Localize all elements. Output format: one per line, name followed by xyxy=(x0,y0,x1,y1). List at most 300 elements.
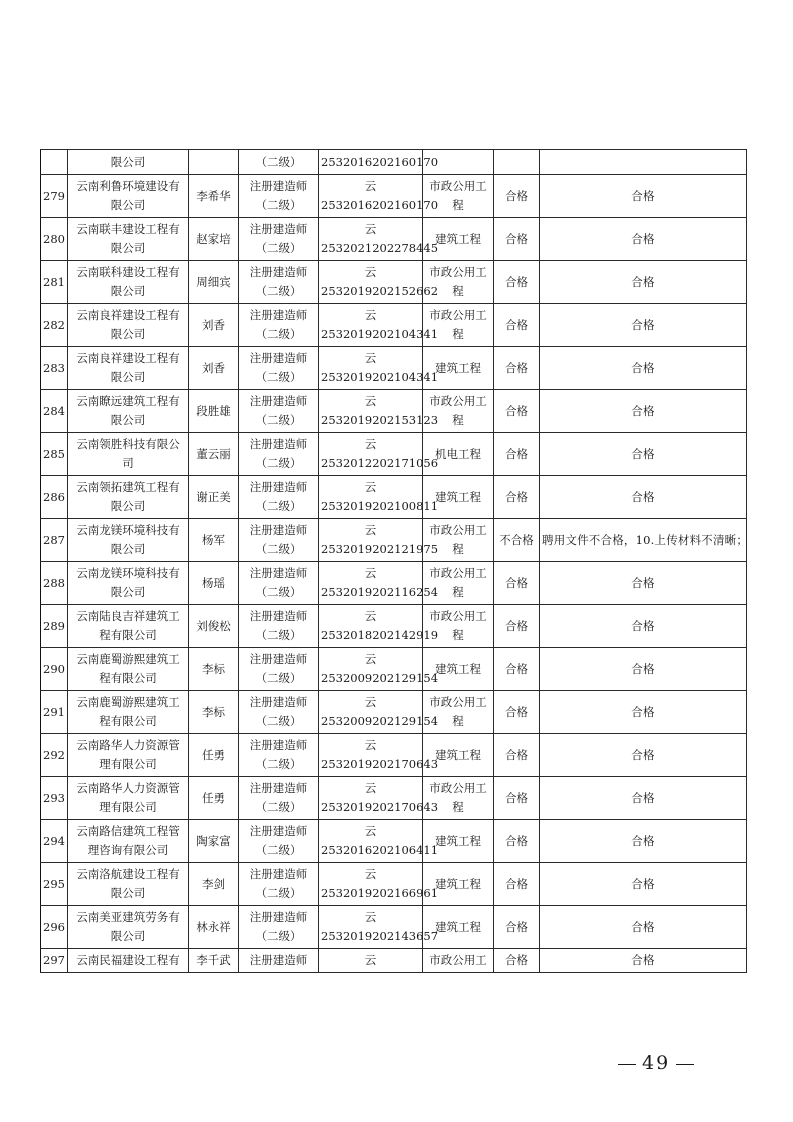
table-row xyxy=(41,777,747,820)
cell-major-line-1: 建筑工程 xyxy=(435,360,481,375)
cell-name xyxy=(189,150,239,175)
cell-company xyxy=(68,949,189,973)
cell-result xyxy=(494,562,540,605)
cell-reg xyxy=(319,390,439,433)
cell-name xyxy=(189,691,239,734)
cell-reg-line-2: 2532021202278445 xyxy=(321,241,439,255)
cell-reg-line-1: 云 xyxy=(364,308,377,322)
cell-result-line-1: 合格 xyxy=(505,446,528,461)
cell-remark xyxy=(540,820,747,863)
cell-name xyxy=(189,433,239,476)
cell-company-line-1: 云南联科建设工程有 xyxy=(76,265,180,279)
cell-name-line-1: 杨瑶 xyxy=(202,575,225,590)
cell-no-line-1: 287 xyxy=(43,532,65,547)
cell-company xyxy=(68,562,189,605)
dash-right xyxy=(676,1064,694,1065)
cell-major-line-1: 建筑工程 xyxy=(435,919,481,934)
cell-major-line-1: 市政公用工 xyxy=(429,781,487,795)
cell-reg-line-1: 云 xyxy=(364,480,377,494)
cell-no-line-1: 288 xyxy=(43,575,65,590)
cell-cert xyxy=(239,562,319,605)
cell-result-line-1: 合格 xyxy=(505,489,528,504)
cell-major-line-1: 市政公用工 xyxy=(429,566,487,580)
cell-reg-line-2: 2532019202143657 xyxy=(321,929,439,943)
cell-result xyxy=(494,648,540,691)
cell-major-line-1: 建筑工程 xyxy=(435,231,481,246)
cell-reg-line-1: 云 xyxy=(364,222,377,236)
cell-reg xyxy=(319,734,439,777)
cell-company xyxy=(68,347,189,390)
cell-reg xyxy=(319,476,439,519)
cell-company-line-2: 司 xyxy=(122,456,134,470)
table-row xyxy=(41,820,747,863)
cell-no-line-1: 297 xyxy=(43,953,65,967)
table-row-continued xyxy=(41,150,747,175)
cell-major-line-2: 程 xyxy=(452,800,464,814)
cell-reg xyxy=(319,648,439,691)
cell-cert xyxy=(239,218,319,261)
cell-cert-line-1: 注册建造师 xyxy=(249,179,308,193)
cell-name-line-1: 李希华 xyxy=(196,188,231,203)
cell-no-line-1: 292 xyxy=(43,747,65,762)
cell-company xyxy=(68,261,189,304)
cell-major-line-1: 建筑工程 xyxy=(435,747,481,762)
cell-remark-line-1: 合格 xyxy=(631,876,655,891)
cell-company-line-1: 云南良祥建设工程有 xyxy=(76,308,180,322)
cell-remark-line-1: 合格 xyxy=(631,747,655,762)
cell-cert-line-1: 注册建造师 xyxy=(249,652,308,666)
cell-no xyxy=(41,304,68,347)
cell-no-line-1: 291 xyxy=(43,704,65,719)
cell-company xyxy=(68,433,189,476)
cell-company: 限公司 xyxy=(68,150,189,175)
cell-major-line-1: 建筑工程 xyxy=(435,489,481,504)
cell-reg xyxy=(319,820,439,863)
cell-result-line-1: 合格 xyxy=(505,876,528,891)
cell-no xyxy=(41,777,68,820)
cell-company-line-2: 限公司 xyxy=(110,370,146,384)
cell-remark xyxy=(540,777,747,820)
cell-cert xyxy=(239,433,319,476)
cell-remark xyxy=(540,648,747,691)
cell-cert-line-1: 注册建造师 xyxy=(249,867,308,881)
cell-no xyxy=(41,261,68,304)
cell-reg-line-1: 云 xyxy=(364,566,377,580)
cell-no-line-1: 289 xyxy=(43,618,65,633)
cell-name-line-1: 林永祥 xyxy=(196,919,231,934)
cell-name xyxy=(189,390,239,433)
cell-remark xyxy=(540,734,747,777)
cell-name xyxy=(189,906,239,949)
cell-name xyxy=(189,863,239,906)
cell-cert-line-2: （二级） xyxy=(255,886,302,900)
cell-company-line-1: 云南联丰建设工程有 xyxy=(76,222,180,236)
cell-reg xyxy=(319,605,439,648)
cell-company-line-1: 云南美亚建筑劳务有 xyxy=(76,910,180,924)
cell-remark xyxy=(540,691,747,734)
cell-name-line-1: 谢正美 xyxy=(196,489,231,504)
cell-reg xyxy=(319,433,439,476)
cell-reg-line-2: 2532019202152662 xyxy=(321,284,439,298)
cell-company xyxy=(68,175,189,218)
cell-cert-line-2: （二级） xyxy=(255,370,302,384)
cell-result xyxy=(494,175,540,218)
cell-remark-line-1: 合格 xyxy=(631,790,655,805)
table-row xyxy=(41,433,747,476)
cell-cert-line-2: （二级） xyxy=(255,499,302,513)
cell-name-line-1: 董云丽 xyxy=(196,446,231,461)
cell-no-line-1: 285 xyxy=(43,446,65,461)
cell-no-line-1: 286 xyxy=(43,489,65,504)
cell-major-line-1: 市政公用工 xyxy=(429,695,487,709)
cell-result xyxy=(494,261,540,304)
cell-reg xyxy=(319,304,439,347)
cell-remark-line-1: 合格 xyxy=(631,360,655,375)
cell-cert-line-1: 注册建造师 xyxy=(249,394,308,408)
cell-remark-line-1: 合格 xyxy=(631,403,655,418)
cell-company-line-1: 云南利鲁环境建设有 xyxy=(76,179,180,193)
table-row xyxy=(41,390,747,433)
cell-remark-line-1: 合格 xyxy=(631,231,655,246)
cell-company-line-1: 云南良祥建设工程有 xyxy=(76,351,180,365)
cell-company-line-1: 云南路信建筑工程管 xyxy=(76,824,180,838)
cell-cert-line-1: 注册建造师 xyxy=(249,781,308,795)
cell-company-line-2: 限公司 xyxy=(110,198,146,212)
cell-cert-line-2: （二级） xyxy=(255,628,302,642)
cell-name-line-1: 赵家培 xyxy=(196,231,231,246)
cell-company-line-1: 云南领拓建筑工程有 xyxy=(76,480,180,494)
cell-result xyxy=(494,949,540,973)
cell-company xyxy=(68,605,189,648)
cell-result xyxy=(494,347,540,390)
cell-result xyxy=(494,820,540,863)
cell-remark xyxy=(540,863,747,906)
cell-reg-line-2: 2532012202171056 xyxy=(321,456,439,470)
cell-company xyxy=(68,390,189,433)
cell-cert-line-1: 注册建造师 xyxy=(249,566,308,580)
cell-major-line-2: 程 xyxy=(452,327,464,341)
cell-company-line-1: 云南陆良吉祥建筑工 xyxy=(76,609,180,623)
cell-remark xyxy=(540,605,747,648)
cell-no xyxy=(41,648,68,691)
table-row xyxy=(41,562,747,605)
cell-cert-line-2: （二级） xyxy=(255,542,302,556)
cell-no-line-1: 284 xyxy=(43,403,65,418)
cell-name xyxy=(189,519,239,562)
cell-name xyxy=(189,476,239,519)
cell-result xyxy=(494,433,540,476)
cell-result-line-1: 合格 xyxy=(505,575,528,590)
cell-cert xyxy=(239,519,319,562)
cell-company xyxy=(68,304,189,347)
cell-company-line-2: 限公司 xyxy=(110,929,146,943)
cell-remark xyxy=(540,476,747,519)
cell-reg-line-1: 云 xyxy=(364,437,377,451)
cell-no-line-1: 293 xyxy=(43,790,65,805)
cell-result-line-1: 合格 xyxy=(505,747,528,762)
cell-company xyxy=(68,691,189,734)
cell-name-line-1: 陶家富 xyxy=(196,833,231,848)
cell-reg-line-1: 云 xyxy=(364,652,377,666)
cell-result-line-1: 合格 xyxy=(505,231,528,246)
cell-cert-line-1: 注册建造师 xyxy=(249,910,308,924)
cell-no xyxy=(41,390,68,433)
dash-left xyxy=(618,1064,636,1065)
cell-no-line-1: 282 xyxy=(43,317,65,332)
cell-cert-line-1: 注册建造师 xyxy=(249,523,308,537)
cell-cert-line-2: （二级） xyxy=(255,929,302,943)
cell-major-line-1: 市政公用工 xyxy=(429,394,487,408)
cell-reg-line-1: 云 xyxy=(364,867,377,881)
cell-reg-line-1: 云 xyxy=(364,738,377,752)
cell-reg xyxy=(319,777,439,820)
cell-reg-line-1: 云 xyxy=(364,609,377,623)
cell-cert-line-1: 注册建造师 xyxy=(249,695,308,709)
cell-remark xyxy=(540,519,747,562)
cell-major-line-2: 程 xyxy=(452,198,464,212)
cell-result-line-1: 合格 xyxy=(505,274,528,289)
cell-cert xyxy=(239,390,319,433)
cell-reg-line-2: 2532019202170643 xyxy=(321,800,439,814)
cell-cert-line-1: 注册建造师 xyxy=(249,222,308,236)
cell-major-line-2: 程 xyxy=(452,413,464,427)
cell-company-line-1: 云南鹿蜀游熙建筑工 xyxy=(76,695,180,709)
cell-remark-line-1: 合格 xyxy=(631,575,655,590)
cell-cert-line-2: （二级） xyxy=(255,284,302,298)
cell-reg-line-2: 2532018202142919 xyxy=(321,628,439,642)
cell-major-line-2: 程 xyxy=(452,628,464,642)
cell-result xyxy=(494,150,540,175)
cell-no-line-1: 281 xyxy=(43,274,65,289)
cell-remark-line-1: 合格 xyxy=(631,489,655,504)
table-row xyxy=(41,218,747,261)
qualification-table xyxy=(40,149,747,973)
cell-remark xyxy=(540,304,747,347)
cell-cert xyxy=(239,605,319,648)
cell-reg-line-1: 云 xyxy=(364,781,377,795)
cell-reg xyxy=(319,949,423,973)
cell-cert xyxy=(239,648,319,691)
cell-company-line-1: 云南龙镁环境科技有 xyxy=(76,566,180,580)
cell-cert-line-1: 注册建造师 xyxy=(249,480,308,494)
cell-remark xyxy=(540,433,747,476)
cell-reg-line-2: 2532019202166961 xyxy=(321,886,439,900)
cell-remark-line-1: 合格 xyxy=(631,661,655,676)
cell-cert xyxy=(239,777,319,820)
cell-cert-line-2: （二级） xyxy=(255,714,302,728)
cell-no xyxy=(41,476,68,519)
cell-cert: （二级） xyxy=(239,150,319,175)
cell-name-line-1: 段胜雄 xyxy=(196,403,231,418)
table-row xyxy=(41,734,747,777)
cell-result xyxy=(494,734,540,777)
cell-company xyxy=(68,777,189,820)
cell-cert xyxy=(239,820,319,863)
cell-result-line-1: 合格 xyxy=(505,317,528,332)
cell-reg xyxy=(319,175,439,218)
cell-company-line-2: 程有限公司 xyxy=(99,671,157,685)
cell-reg xyxy=(319,906,439,949)
cell-company-line-1: 云南鹿蜀游熙建筑工 xyxy=(76,652,180,666)
cell-name-line-1: 刘香 xyxy=(202,360,225,375)
cell-major-line-2: 程 xyxy=(452,714,464,728)
cell-no xyxy=(41,347,68,390)
cell-major-line-2: 程 xyxy=(452,284,464,298)
cell-company-line-2: 理有限公司 xyxy=(99,800,157,814)
cell-company-line-2: 限公司 xyxy=(110,542,146,556)
cell-result-line-1: 合格 xyxy=(505,188,528,203)
cell-no-line-1: 279 xyxy=(43,188,65,203)
cell-no xyxy=(41,519,68,562)
cell-reg-line-1: 云 xyxy=(364,695,377,709)
cell-reg-line-2: 2532016202160170 xyxy=(321,198,439,212)
cell-reg xyxy=(319,562,439,605)
cell-result-line-1: 合格 xyxy=(505,661,528,676)
cell-company xyxy=(68,218,189,261)
cell-company-line-2: 限公司 xyxy=(110,241,146,255)
cell-remark-line-1: 聘用文件不合格，10.上传材料不清晰； xyxy=(542,532,749,547)
cell-name xyxy=(189,261,239,304)
table-row xyxy=(41,906,747,949)
cell-result-line-1: 不合格 xyxy=(499,532,534,547)
cell-company-line-2: 限公司 xyxy=(110,585,146,599)
cell-no xyxy=(41,562,68,605)
table-row xyxy=(41,261,747,304)
cell-reg-line-2: 2532019202104341 xyxy=(321,370,439,384)
cell-cert-line-2: （二级） xyxy=(255,456,302,470)
cell-reg-line-2: 2532009202129154 xyxy=(321,671,439,685)
cell-remark xyxy=(540,261,747,304)
cell-result xyxy=(494,519,540,562)
cell-result xyxy=(494,906,540,949)
cell-major xyxy=(423,949,494,973)
cell-reg-line-1: 云 xyxy=(364,179,377,193)
cell-major-line-1: 建筑工程 xyxy=(435,833,481,848)
cell-cert xyxy=(239,734,319,777)
cell-company-line-1: 云南领胜科技有限公 xyxy=(76,437,180,451)
table-row xyxy=(41,605,747,648)
cell-no-line-1: 280 xyxy=(43,231,65,246)
cell-no xyxy=(41,734,68,777)
cell-major-line-2: 程 xyxy=(452,585,464,599)
cell-name xyxy=(189,777,239,820)
cell-no xyxy=(41,691,68,734)
cell-result-line-1: 合格 xyxy=(505,953,528,967)
cell-reg-line-2: 2532019202100811 xyxy=(321,499,439,513)
cell-result xyxy=(494,476,540,519)
cell-cert-line-1: 注册建造师 xyxy=(249,609,308,623)
cell-reg-line-2: 2532019202153123 xyxy=(321,413,439,427)
cell-major-line-1: 市政公用工 xyxy=(429,609,487,623)
cell-remark-line-1: 合格 xyxy=(631,833,655,848)
cell-reg xyxy=(319,691,439,734)
cell-no xyxy=(41,949,68,973)
cell-company-line-1: 云南路华人力资源管 xyxy=(76,738,180,752)
cell-company-line-1: 云南洛航建设工程有 xyxy=(76,867,180,881)
cell-reg-line-1: 云 xyxy=(364,394,377,408)
table-row xyxy=(41,863,747,906)
cell-no-line-1: 290 xyxy=(43,661,65,676)
cell-reg-line-2: 2532019202170643 xyxy=(321,757,439,771)
cell-reg xyxy=(319,347,439,390)
cell-major-line-1: 市政公用工 xyxy=(429,308,487,322)
cell-result xyxy=(494,691,540,734)
cell-company xyxy=(68,863,189,906)
cell-reg xyxy=(319,863,439,906)
cell-name xyxy=(189,304,239,347)
cell-cert xyxy=(239,691,319,734)
cell-cert-line-2: （二级） xyxy=(255,843,302,857)
cell-cert-line-2: （二级） xyxy=(255,241,302,255)
cell-result xyxy=(494,863,540,906)
table-row xyxy=(41,476,747,519)
cell-cert-line-2: （二级） xyxy=(255,757,302,771)
cell-company xyxy=(68,734,189,777)
cell-company-line-2: 限公司 xyxy=(110,327,146,341)
cell-name-line-1: 李千武 xyxy=(196,953,231,967)
cell-major-line-1: 机电工程 xyxy=(435,446,481,461)
cell-no xyxy=(41,605,68,648)
cell-cert-line-1: 注册建造师 xyxy=(249,437,308,451)
cell-remark-line-1: 合格 xyxy=(631,446,655,461)
cell-no xyxy=(41,820,68,863)
table-row xyxy=(41,175,747,218)
cell-remark xyxy=(540,218,747,261)
cell-result xyxy=(494,777,540,820)
cell-reg-line-1: 云 xyxy=(364,824,377,838)
cell-company-line-2: 限公司 xyxy=(110,284,146,298)
cell-name xyxy=(189,562,239,605)
cell-company-line-2: 理有限公司 xyxy=(99,757,157,771)
cell-name-line-1: 李剑 xyxy=(202,876,225,891)
cell-remark-line-1: 合格 xyxy=(631,919,655,934)
cell-company-line-1: 云南民福建设工程有 xyxy=(76,953,180,967)
cell-result-line-1: 合格 xyxy=(505,790,528,805)
table-row xyxy=(41,519,747,562)
cell-result xyxy=(494,218,540,261)
cell-reg-line-1: 云 xyxy=(364,265,377,279)
cell-name-line-1: 李标 xyxy=(202,661,225,676)
cell-remark xyxy=(540,906,747,949)
cell-major-line-2: 程 xyxy=(452,542,464,556)
cell-result-line-1: 合格 xyxy=(505,833,528,848)
cell-no xyxy=(41,218,68,261)
cell-remark-line-1: 合格 xyxy=(631,953,655,967)
cell-reg-line-1: 云 xyxy=(364,523,377,537)
cell-remark-line-1: 合格 xyxy=(631,618,655,633)
cell-cert-line-1: 注册建造师 xyxy=(249,351,308,365)
cell-result xyxy=(494,605,540,648)
cell-major-line-1: 市政公用工 xyxy=(429,179,487,193)
cell-cert-line-1: 注册建造师 xyxy=(249,738,308,752)
cell-company xyxy=(68,906,189,949)
cell-company xyxy=(68,519,189,562)
cell-no-line-1: 283 xyxy=(43,360,65,375)
cell-company-line-1: 云南瞭远建筑工程有 xyxy=(76,394,180,408)
cell-remark xyxy=(540,150,747,175)
cell-name xyxy=(189,347,239,390)
cell-result-line-1: 合格 xyxy=(505,618,528,633)
cell-cert-line-2: （二级） xyxy=(255,327,302,341)
cell-result xyxy=(494,390,540,433)
cell-company-line-2: 理咨询有限公司 xyxy=(87,843,169,857)
cell-major-line-1: 市政公用工 xyxy=(429,523,487,537)
cell-cert-line-2: （二级） xyxy=(255,585,302,599)
cell-reg-line-1: 云 xyxy=(364,910,377,924)
cell-cert-line-1: 注册建造师 xyxy=(249,953,308,967)
cell-company xyxy=(68,648,189,691)
cell-company-line-1: 云南路华人力资源管 xyxy=(76,781,180,795)
